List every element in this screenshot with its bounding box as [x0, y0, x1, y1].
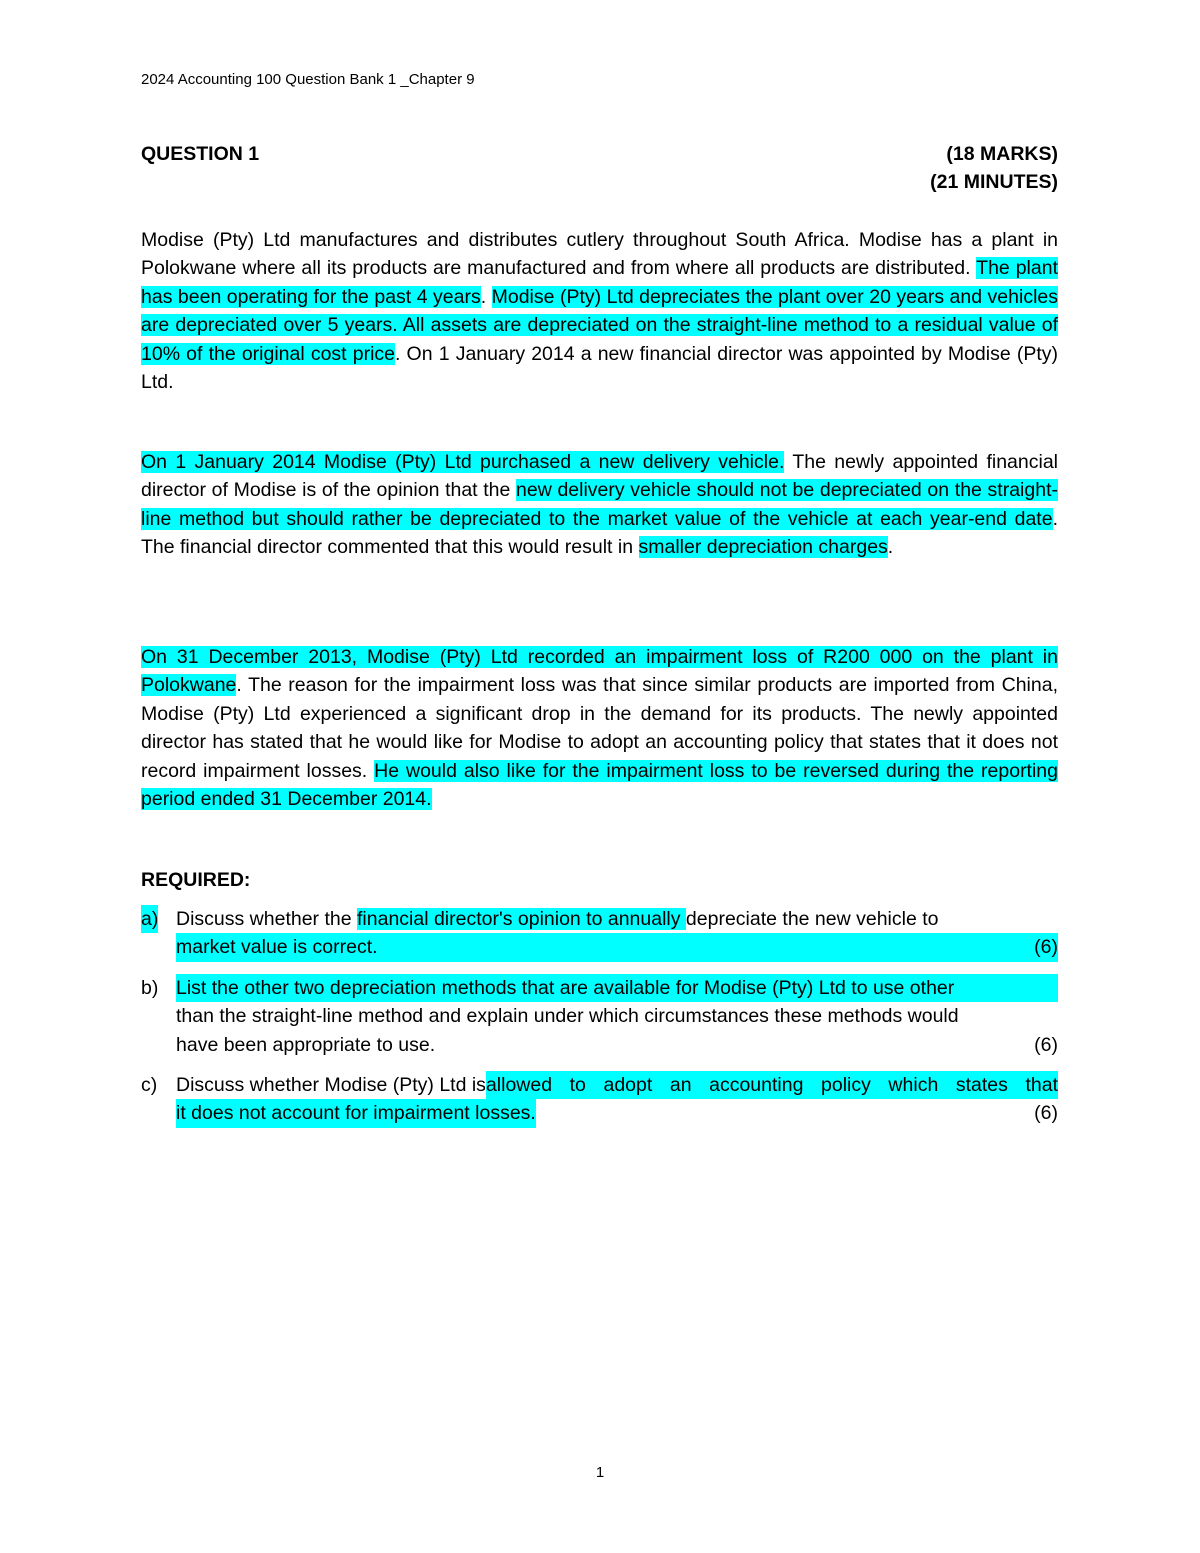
- text-run: depreciate the new vehicle to: [685, 908, 939, 930]
- paragraph-impairment: [141, 643, 1058, 813]
- item-first-line: [176, 1071, 1058, 1099]
- highlighted-text: it does not account for impairment losses.: [176, 1099, 536, 1127]
- required-item-b: [141, 974, 1058, 1059]
- item-marks: (6): [1034, 936, 1058, 959]
- text-run: have been appropriate to use.: [176, 1033, 436, 1056]
- text-run: Discuss whether Modise (Pty) Ltd is: [176, 1074, 486, 1096]
- text-run: The newly appointed financial director of Modise is of the opinion that the: [141, 451, 1059, 502]
- highlighted-text: List the other two depreciation methods that are available for Modise (Pty) Ltd to use other: [176, 974, 1058, 1002]
- paragraph-company-background: [141, 226, 1058, 396]
- text-run: . The financial director commented that this would result in: [141, 507, 1058, 559]
- highlighted-text: On 31 December 2013, Modise (Pty) Ltd recorded an impairment loss of R200 000 on the plant in Polokwane: [141, 646, 1058, 697]
- required-item-c: [141, 1071, 1058, 1128]
- item-marks: (6): [1034, 1033, 1058, 1056]
- text-run: .: [480, 285, 492, 308]
- text-run: . On 1 January 2014 a new financial director was appointed by Modise (Pty) Ltd.: [141, 342, 1058, 394]
- item-last-line: [176, 1031, 1058, 1059]
- required-item-a: [141, 905, 1058, 962]
- text-run: . The reason for the impairment loss was that since similar products are imported from China, Modise (Pty) Ltd experienced a significant drop in the demand for its products. The newly appointed director has stated that he would like for Modise to adopt an accounting policy that states that it does not record impairment losses.: [141, 674, 1058, 782]
- question-marks-block: [930, 140, 1058, 196]
- highlighted-text: He would also like for the impairment loss to be reversed during the reporting period ended 31 December 2014.: [141, 759, 1058, 811]
- highlighted-text: On 1 January 2014 Modise (Pty) Ltd purchased a new delivery vehicle.: [141, 451, 785, 473]
- highlighted-text: allowed to adopt an accounting policy which states that: [486, 1071, 1058, 1099]
- text-run: than the straight-line method and explain under which circumstances these methods would: [176, 1005, 959, 1028]
- highlighted-text: new delivery vehicle should not be depreciated on the straight-line method but should rather be depreciated to the market value of the vehicle at each year-end date: [141, 479, 1058, 530]
- text-run: .: [887, 536, 894, 559]
- running-header: 2024 Accounting 100 Question Bank 1 _Chapter 9: [141, 71, 475, 88]
- item-last-line: [176, 933, 1058, 961]
- page-number: 1: [595, 1464, 605, 1481]
- item-letter: c): [141, 1074, 158, 1096]
- question-marks: (18 MARKS): [946, 143, 1058, 165]
- paragraph-delivery-vehicle: [141, 448, 1058, 562]
- highlighted-text: financial director's opinion to annually: [357, 908, 686, 930]
- text-run: Modise (Pty) Ltd manufactures and distributes cutlery throughout South Africa. Modise has a plant in Polokwane where all its products are manufactured and from where all products are distributed.: [141, 229, 1058, 280]
- text-run: market value is correct.: [176, 936, 378, 959]
- item-letter: b): [141, 977, 159, 999]
- item-marks: (6): [1034, 1102, 1058, 1125]
- item-last-line: [176, 1099, 1058, 1127]
- highlighted-text: The plant has been operating for the past 4 years: [141, 257, 1058, 308]
- question-minutes: (21 MINUTES): [930, 171, 1058, 193]
- highlighted-text: smaller depreciation charges: [638, 536, 888, 559]
- item-letter: a): [141, 905, 158, 933]
- question-title: QUESTION 1: [141, 143, 260, 165]
- required-heading: REQUIRED:: [141, 869, 251, 891]
- highlighted-text: Modise (Pty) Ltd depreciates the plant over 20 years and vehicles are depreciated over 5 years. All assets are depreciated on the straight-line method to a residual value of 10% of the original cost price: [141, 285, 1059, 365]
- text-run: Discuss whether the: [176, 908, 357, 930]
